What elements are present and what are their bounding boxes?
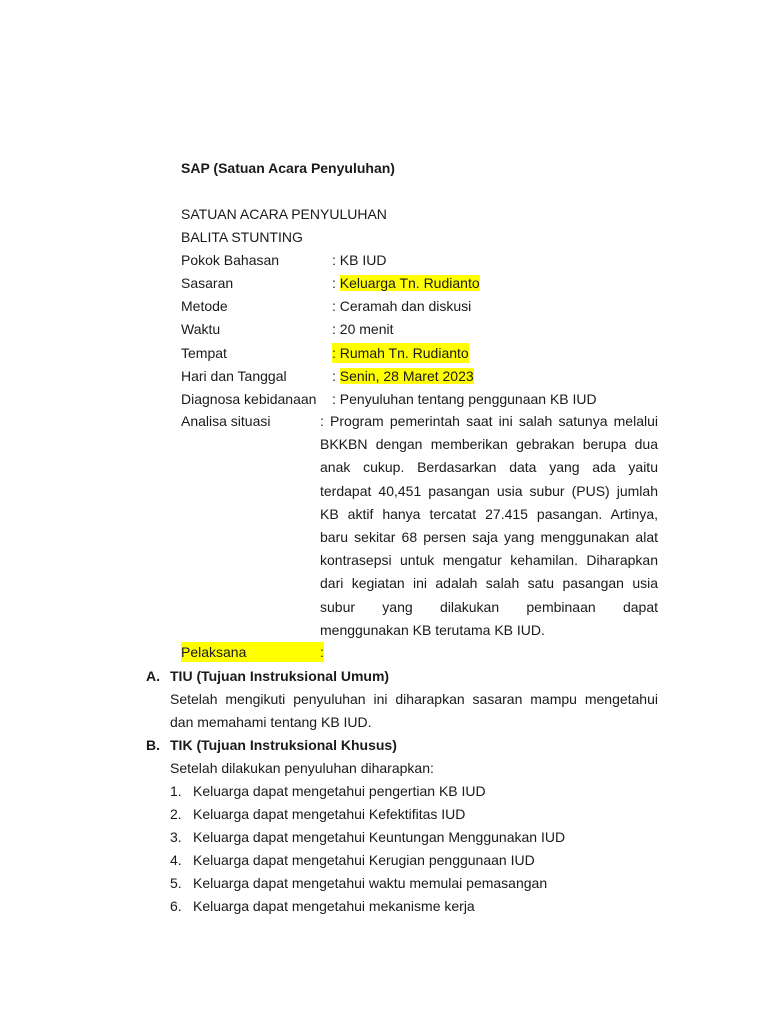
field-colon: : — [332, 368, 340, 384]
analisa-line: menggunakan KB terutama KB IUD. — [320, 622, 545, 638]
field-value-wrap — [332, 366, 474, 386]
pelaksana-label: Pelaksana — [181, 644, 247, 660]
analisa-line: dari kegiatan ini adalah salah satu pasangan usia — [320, 575, 658, 591]
analisa-line: anak cukup. Berdasarkan data yang ada yaitu — [320, 459, 658, 475]
list-number: 6. — [170, 898, 182, 914]
heading-satuan-acara: SATUAN ACARA PENYULUHAN — [181, 206, 387, 222]
field-label: Tempat — [181, 345, 227, 361]
field-metode — [0, 296, 768, 316]
list-item — [0, 804, 768, 824]
field-value: : 20 menit — [332, 321, 394, 337]
list-text: Keluarga dapat mengetahui waktu memulai pemasangan — [193, 875, 548, 891]
section-letter: B. — [146, 737, 160, 753]
field-diagnosa — [0, 389, 768, 409]
analisa-line: baru sekitar 68 persen saja yang menggunakan alat — [320, 529, 658, 545]
field-value-wrap — [332, 273, 480, 293]
analisa-line: terdapat 40,451 pasangan usia subur (PUS) jumlah — [320, 483, 658, 499]
field-label: Pokok Bahasan — [181, 252, 280, 268]
pelaksana-row — [181, 642, 324, 662]
list-item — [0, 850, 768, 870]
field-label: Waktu — [181, 321, 221, 337]
section-a-text: Setelah mengikuti penyuluhan ini diharapkan sasaran mampu mengetahui — [170, 691, 658, 707]
document-title: SAP (Satuan Acara Penyuluhan) — [181, 160, 395, 176]
field-tempat — [0, 343, 768, 363]
field-value-highlighted: : Rumah Tn. Rudianto — [332, 345, 469, 361]
section-title: TIK (Tujuan Instruksional Khusus) — [170, 737, 397, 753]
field-label: Hari dan Tanggal — [181, 368, 287, 384]
section-a-heading — [0, 666, 768, 686]
field-pokok-bahasan — [0, 250, 768, 270]
list-item — [0, 827, 768, 847]
section-a-text: dan memahami tentang KB IUD. — [170, 714, 372, 730]
section-letter: A. — [146, 668, 160, 684]
section-title: TIU (Tujuan Instruksional Umum) — [170, 668, 390, 684]
list-text: Keluarga dapat mengetahui Keuntungan Menggunakan IUD — [193, 829, 566, 845]
list-item — [0, 781, 768, 801]
list-number: 3. — [170, 829, 182, 845]
field-label: Diagnosa kebidanaan — [181, 391, 317, 407]
pelaksana-colon: : — [320, 644, 324, 660]
list-text: Keluarga dapat mengetahui pengertian KB IUD — [193, 783, 486, 799]
field-value: : KB IUD — [332, 252, 387, 268]
list-text: Keluarga dapat mengetahui Kefektifitas IUD — [193, 806, 466, 822]
field-value: : Penyuluhan tentang penggunaan KB IUD — [332, 391, 597, 407]
list-item — [0, 873, 768, 893]
field-sasaran — [0, 273, 768, 293]
field-hari-tanggal — [0, 366, 768, 386]
field-label: Metode — [181, 298, 228, 314]
field-colon: : — [332, 275, 340, 291]
list-text: Keluarga dapat mengetahui Kerugian penggunaan IUD — [193, 852, 535, 868]
section-b-heading — [0, 735, 768, 755]
list-number: 1. — [170, 783, 182, 799]
section-b-intro: Setelah dilakukan penyuluhan diharapkan: — [170, 760, 434, 776]
analisa-line: BKKBN dengan memberikan gebrakan berupa dua — [320, 436, 658, 452]
field-label: Sasaran — [181, 275, 234, 291]
list-text: Keluarga dapat mengetahui mekanisme kerja — [193, 898, 475, 914]
analisa-line: kontrasepsi untuk mengatur kehamilan. Diharapkan — [320, 552, 658, 568]
field-value-highlighted: Keluarga Tn. Rudianto — [339, 275, 480, 291]
list-number: 4. — [170, 852, 182, 868]
list-number: 2. — [170, 806, 182, 822]
heading-topic: BALITA STUNTING — [181, 229, 303, 245]
analisa-label: Analisa situasi — [181, 413, 271, 429]
analisa-line: subur yang dilakukan pembinaan dapat — [320, 599, 658, 615]
list-item — [0, 896, 768, 916]
field-waktu — [0, 319, 768, 339]
field-value: : Ceramah dan diskusi — [332, 298, 472, 314]
analisa-line: KB aktif hanya tercatat 27.415 pasangan. Artinya, — [320, 506, 658, 522]
list-number: 5. — [170, 875, 182, 891]
analisa-line: : Program pemerintah saat ini salah satunya melalui — [320, 413, 658, 429]
field-value-highlighted: Senin, 28 Maret 2023 — [339, 368, 474, 384]
